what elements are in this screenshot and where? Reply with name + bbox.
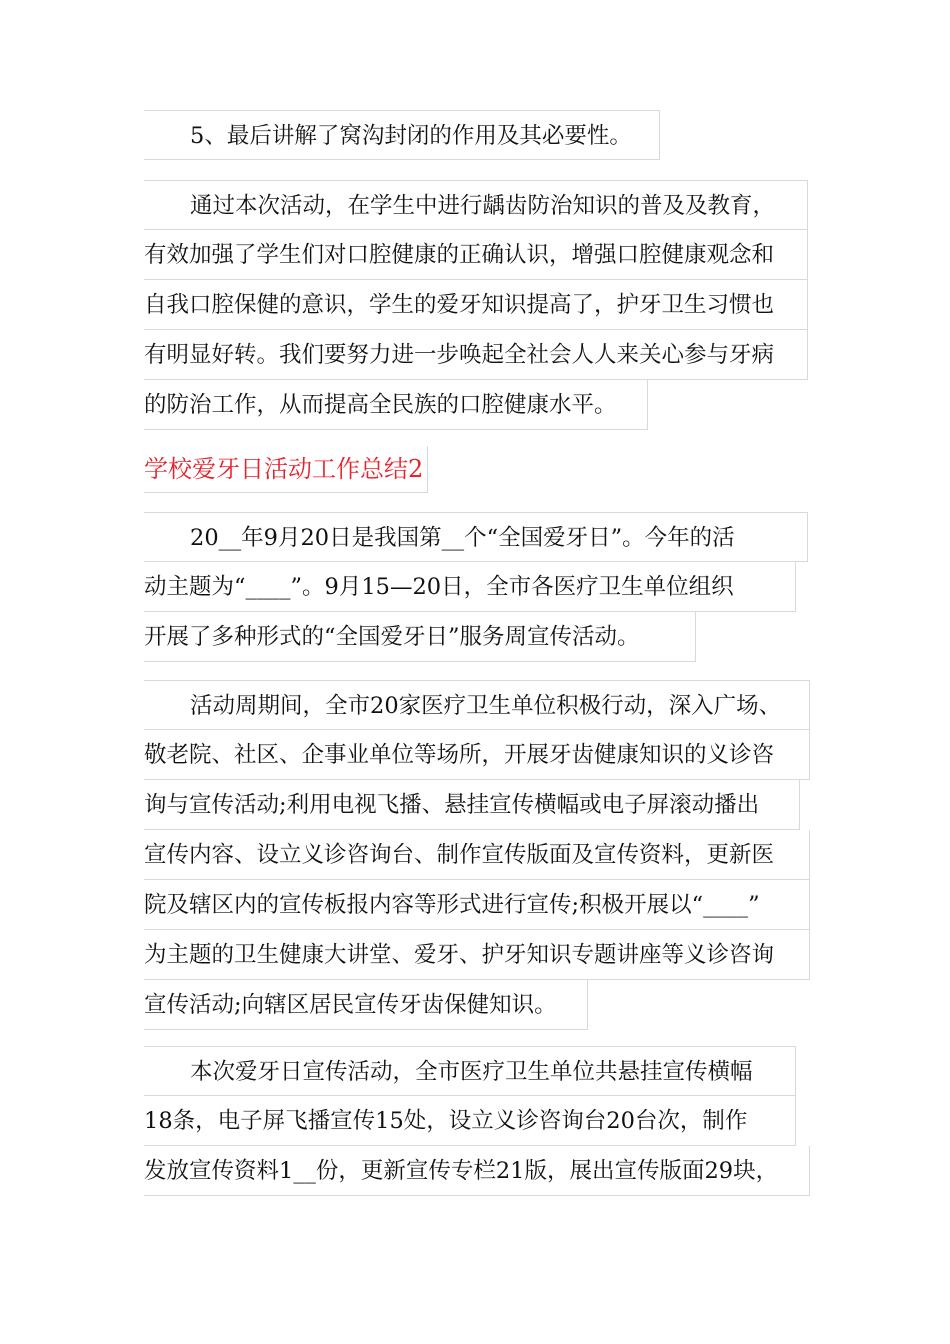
paragraph-results — [144, 1046, 824, 1196]
text-line: 本次爱牙日宣传活动，全市医疗卫生单位共悬挂宣传横幅 — [144, 1046, 796, 1096]
paragraph-activities — [144, 680, 824, 1030]
paragraph-item-5 — [144, 110, 824, 160]
text-line: 院及辖区内的宣传板报内容等形式进行宣传;积极开展以“____” — [144, 880, 810, 930]
section-heading: 学校爱牙日活动工作总结2 — [144, 446, 428, 493]
text-line: 询与宣传活动;利用电视飞播、悬挂宣传横幅或电子屏滚动播出 — [144, 780, 800, 830]
text-line: 的防治工作，从而提高全民族的口腔健康水平。 — [144, 380, 648, 430]
text-line: 宣传内容、设立义诊咨询台、制作宣传版面及宣传资料，更新医 — [144, 830, 810, 880]
paragraph-intro — [144, 512, 824, 662]
text-line: 宣传活动;向辖区居民宣传牙齿保健知识。 — [144, 980, 588, 1030]
text-line: 活动周期间，全市20家医疗卫生单位积极行动，深入广场、 — [144, 680, 810, 730]
text-line: 18条，电子屏飞播宣传15处，设立义诊咨询台20台次，制作 — [144, 1096, 796, 1146]
text-line: 有明显好转。我们要努力进一步唤起全社会人人来关心参与牙病 — [144, 330, 808, 380]
text-line: 开展了多种形式的“全国爱牙日”服务周宣传活动。 — [144, 612, 696, 662]
text-line: 有效加强了学生们对口腔健康的正确认识，增强口腔健康观念和 — [144, 230, 808, 280]
paragraph-summary — [144, 180, 824, 430]
text-line: 20__年9月20日是我国第__个“全国爱牙日”。今年的活 — [144, 512, 808, 562]
text-line: 为主题的卫生健康大讲堂、爱牙、护牙知识专题讲座等义诊咨询 — [144, 930, 810, 980]
text-line: 动主题为“____”。9月15—20日，全市各医疗卫生单位组织 — [144, 562, 796, 612]
text-line: 自我口腔保健的意识，学生的爱牙知识提高了，护牙卫生习惯也 — [144, 280, 808, 330]
text-line: 5、最后讲解了窝沟封闭的作用及其必要性。 — [144, 110, 660, 160]
text-line: 敬老院、社区、企事业单位等场所，开展牙齿健康知识的义诊咨 — [144, 730, 810, 780]
text-line: 通过本次活动，在学生中进行龋齿防治知识的普及及教育， — [144, 180, 808, 230]
text-line: 发放宣传资料1__份，更新宣传专栏21版，展出宣传版面29块， — [144, 1146, 810, 1196]
